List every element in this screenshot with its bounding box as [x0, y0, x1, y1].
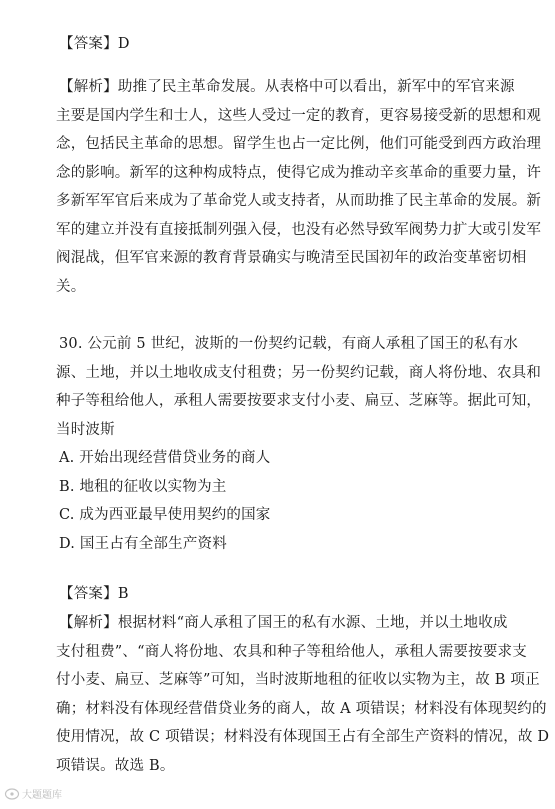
analysis-2-line: 付小麦、扁豆、芝麻等”可知，当时波斯地租的征收以实物为主，故 B 项正	[56, 672, 540, 688]
option-d: D. 国王占有全部生产资料	[59, 535, 227, 552]
analysis-1-line: 多新军军官后来成为了革命党人或支持者，从而助推了民主革命的发展。新	[56, 193, 542, 209]
analysis-2	[56, 609, 550, 780]
analysis-2-line: 使用情况，故 C 项错误；材料没有体现国王占有全部生产资料的情况，故 D	[56, 729, 550, 745]
analysis-2-line: 项错误。故选 B。	[56, 757, 175, 774]
analysis-2-line: 支付租费”、“商人将份地、农具和种子等租给他人，承租人需要按要求支	[56, 643, 527, 660]
analysis-1-line: 关。	[56, 278, 86, 295]
question-stem-line: 源、土地，并以土地收成支付租费；另一份契约记载，商人将份地、农具和	[56, 364, 542, 381]
question-30	[56, 330, 542, 558]
analysis-1-line: 阀混战，但军官来源的教育背景确实与晚清至民国初年的政治变革密切相	[56, 250, 527, 266]
analysis-1	[56, 73, 542, 301]
option-b: B. 地租的征收以实物为主	[59, 478, 227, 495]
analysis-1-line: 主要是国内学生和士人，这些人受过一定的教育，更容易接受新的思想和观	[56, 107, 542, 124]
analysis-1-line: 念，包括民主革命的思想。留学生也占一定比例，他们可能受到西方政治理	[56, 136, 542, 152]
analysis-1-line: 念的影响。新军的这种构成特点，使得它成为推动辛亥革命的重要力量，许	[56, 164, 542, 181]
analysis-2-label: 【解析】	[59, 615, 118, 631]
option-a: A. 开始出现经营借贷业务的商人	[59, 450, 271, 466]
answer-1-label: 【答案】	[59, 36, 118, 52]
answer-2-value: B	[117, 586, 129, 602]
answer-1-line	[56, 30, 526, 59]
question-stem-line: 30. 公元前 5 世纪，波斯的一份契约记载，有商人承租了国王的私有水	[59, 336, 519, 352]
analysis-1-line: 军的建立并没有直接抵制列强入侵，也没有必然导致军阀势力扩大或引发军	[56, 221, 542, 238]
answer-2	[56, 580, 526, 609]
analysis-1-text: 助推了民主革命发展。从表格中可以看出，新军中的军官来源	[117, 79, 515, 95]
question-stem-line: 当时波斯	[56, 421, 115, 438]
watermark-text: 大题题库	[22, 790, 62, 801]
answer-1-value: D	[117, 36, 130, 52]
watermark-logo-icon	[4, 787, 20, 801]
analysis-2-line	[56, 609, 526, 638]
answer-2-label: 【答案】	[59, 586, 118, 602]
answer-2-line	[56, 580, 526, 609]
option-c: C. 成为西亚最早使用契约的国家	[59, 507, 271, 523]
watermark	[4, 786, 62, 801]
answer-1	[56, 30, 526, 59]
analysis-1-line	[56, 73, 526, 102]
question-stem-line: 种子等租给他人，承租人需要按要求支付小麦、扁豆、芝麻等。据此可知，	[56, 393, 542, 409]
analysis-1-label: 【解析】	[59, 79, 118, 95]
analysis-2-text: 根据材料“商人承租了国王的私有水源、土地，并以土地收成	[117, 615, 508, 631]
analysis-2-line: 确；材料没有体现经营借贷业务的商人，故 A 项错误；材料没有体现契约的	[56, 700, 547, 717]
